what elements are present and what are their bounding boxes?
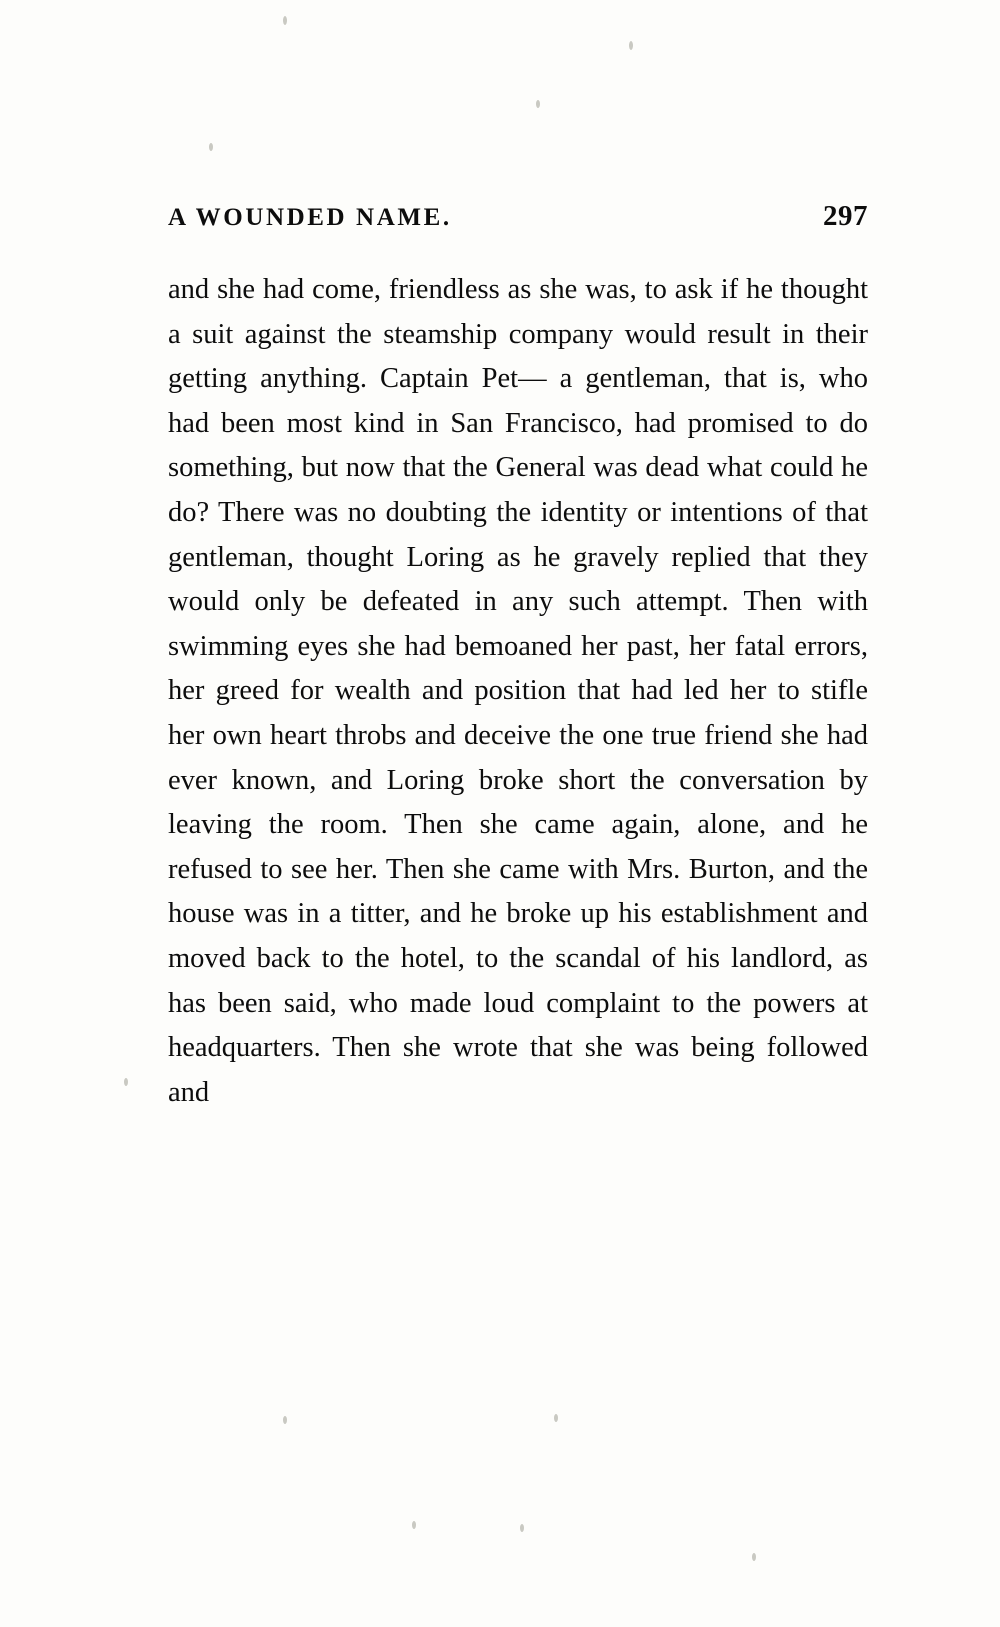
scan-speckle: [283, 16, 287, 25]
scan-speckle: [283, 1416, 287, 1424]
scan-speckle: [520, 1524, 524, 1532]
scan-speckle: [629, 41, 633, 50]
scan-speckle: [752, 1553, 756, 1561]
scan-speckle: [412, 1521, 416, 1529]
scan-speckle: [536, 100, 540, 108]
scan-speckle: [554, 1414, 558, 1422]
scan-speckle: [124, 1078, 128, 1086]
body-paragraph: and she had come, friendless as she was, to ask if he thought a suit against the steamship company would result in their getting anything. Captain Pet— a gentleman, that is, who had been most kind in San Francisco, had promised to do something, but now that the General was dead what could he do? There was no doubting the identity or intentions of that gentleman, thought Loring as he gravely replied that they would only be defeated in any such attempt. Then with swimming eyes she had bemoaned her past, her fatal errors, her greed for wealth and position that had led her to stifle her own heart throbs and deceive the one true friend she had ever known, and Loring broke short the conversation by leaving the room. Then she came again, alone, and he refused to see her. Then she came with Mrs. Burton, and the house was in a titter, and he broke up his establishment and moved back to the hotel, to the scandal of his landlord, as has been said, who made loud complaint to the powers at headquarters. Then she wrote that she was being followed and: [168, 274, 868, 1108]
page-body: [168, 268, 868, 1115]
running-title: A WOUNDED NAME.: [168, 204, 452, 231]
scan-speckle: [209, 143, 213, 151]
page-header: [168, 200, 868, 233]
page-number: 297: [823, 200, 868, 232]
